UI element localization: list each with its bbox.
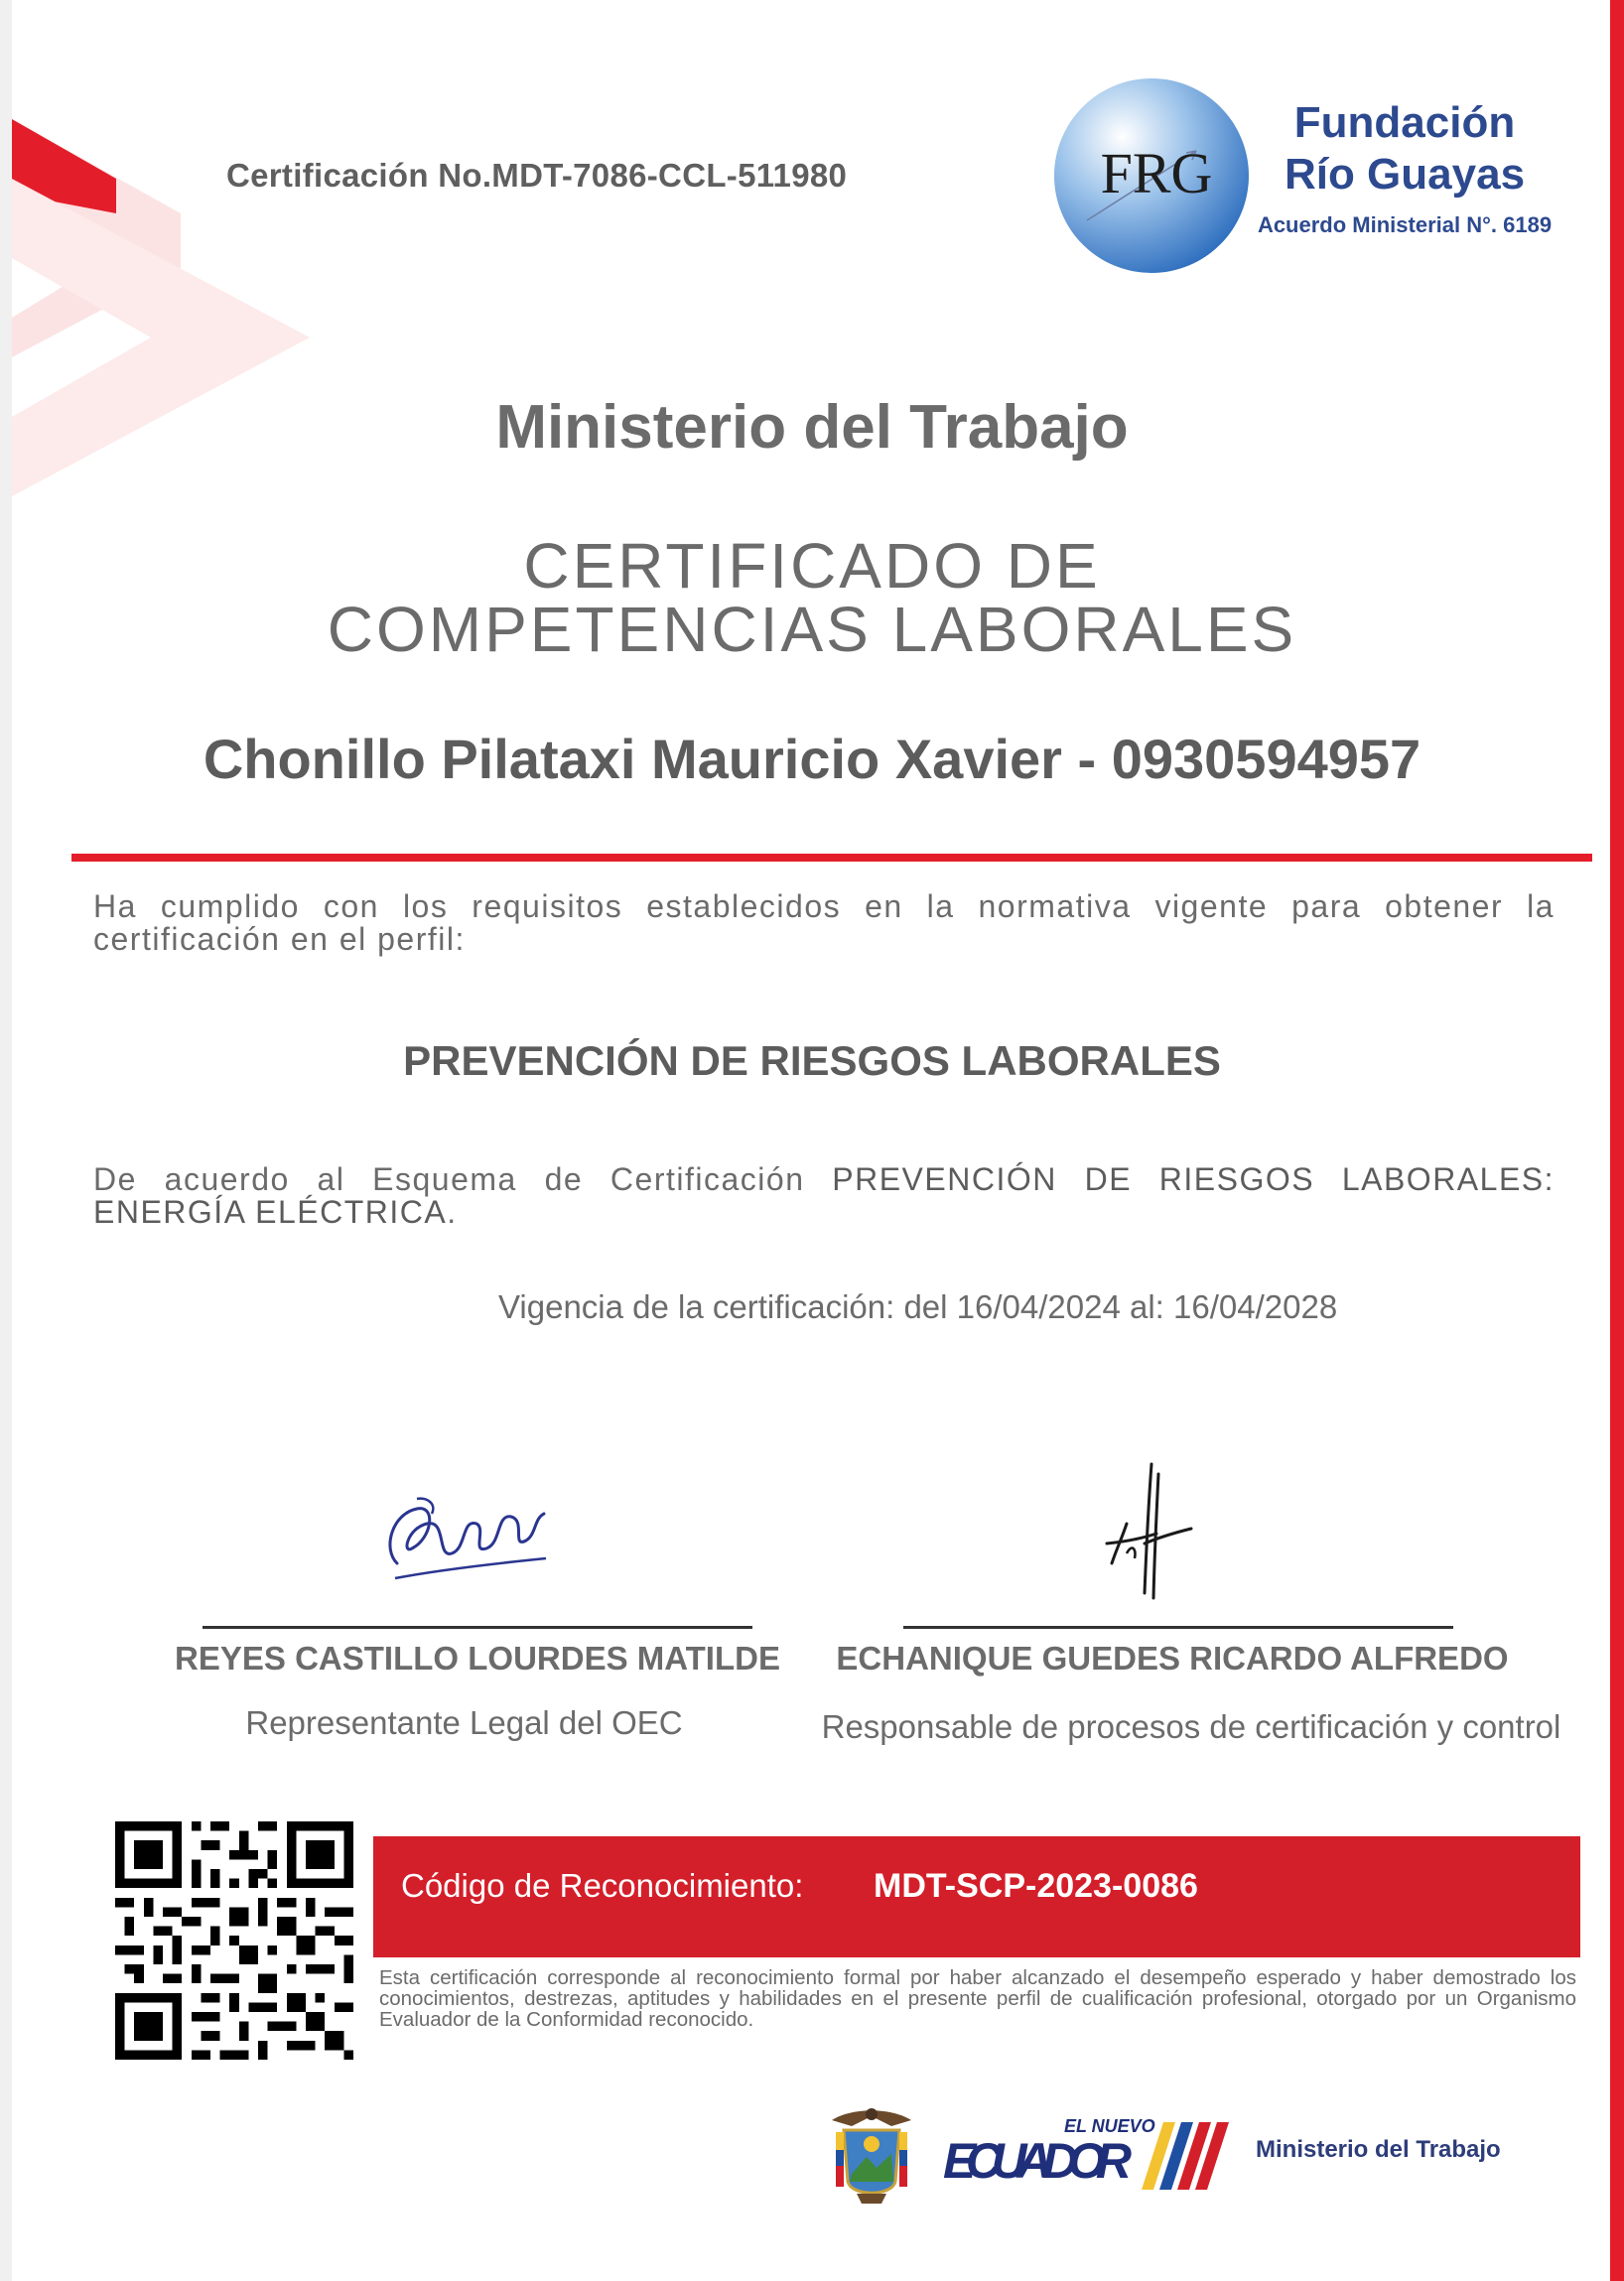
requirements-text: Ha cumplido con los requisitos establecidos en la normativa vigente para obtener la certificación en el perfil: bbox=[93, 888, 1555, 957]
validity-period: Vigencia de la certificación: del 16/04/2024 al: 16/04/2028 bbox=[498, 1288, 1338, 1325]
foundation-block bbox=[1241, 97, 1568, 238]
scheme-prefix: De acuerdo al Esquema de Certificación bbox=[93, 1161, 805, 1197]
certificate-title-line1: CERTIFICADO DE bbox=[523, 530, 1101, 602]
scheme-name: PREVENCIÓN DE RIESGOS LABORALES: ENERGÍA ELÉCTRICA bbox=[93, 1161, 1556, 1230]
signatory-1-name: REYES CASTILLO LOURDES MATILDE bbox=[175, 1640, 780, 1677]
signatory-1-role: Representante Legal del OEC bbox=[245, 1704, 683, 1741]
scheme-suffix: . bbox=[447, 1194, 458, 1230]
page-left-edge bbox=[0, 0, 12, 2281]
frg-logo-icon bbox=[1047, 71, 1256, 280]
foundation-name-line2: Río Guayas bbox=[1284, 150, 1526, 199]
page-right-border bbox=[1610, 0, 1624, 2281]
ministry-title: Ministerio del Trabajo bbox=[495, 393, 1129, 462]
signature-line-1 bbox=[203, 1626, 752, 1629]
frg-initials: FRG bbox=[1100, 141, 1213, 205]
holder-name: Chonillo Pilataxi Mauricio Xavier - 0930594957 bbox=[203, 728, 1421, 790]
recognition-code-label: Código de Reconocimiento: bbox=[401, 1867, 804, 1904]
signatory-2-name: ECHANIQUE GUEDES RICARDO ALFREDO bbox=[836, 1640, 1509, 1677]
ministry-footer-label: Ministerio del Trabajo bbox=[1256, 2136, 1501, 2163]
scheme-text bbox=[93, 1163, 1555, 1229]
qr-code-icon[interactable] bbox=[115, 1821, 353, 2060]
signature-2-icon bbox=[1097, 1454, 1206, 1603]
certification-number: Certificación No.MDT-7086-CCL-511980 bbox=[226, 157, 848, 194]
divider-rule bbox=[71, 854, 1592, 862]
signatory-2-role: Responsable de procesos de certificación y control bbox=[821, 1708, 1561, 1745]
signature-1-icon bbox=[377, 1469, 556, 1598]
gov-logo-small-text: EL NUEVO bbox=[1064, 2116, 1155, 2136]
recognition-code-value: MDT-SCP-2023-0086 bbox=[874, 1867, 1198, 1905]
profile-name: PREVENCIÓN DE RIESGOS LABORALES bbox=[403, 1037, 1221, 1084]
ministerial-agreement: Acuerdo Ministerial N°. 6189 bbox=[1257, 212, 1553, 237]
certificate-title bbox=[0, 530, 1624, 665]
foundation-name-line1: Fundación bbox=[1293, 98, 1516, 147]
signature-line-2 bbox=[903, 1626, 1453, 1629]
certificate-title-line2: COMPETENCIAS LABORALES bbox=[327, 594, 1297, 665]
gov-logo-main-text: ECUADOR bbox=[943, 2133, 1132, 2189]
ecuador-coat-of-arms-icon bbox=[822, 2102, 921, 2212]
recognition-code-banner bbox=[373, 1836, 1580, 1957]
el-nuevo-ecuador-logo-icon bbox=[943, 2112, 1241, 2202]
disclaimer-text: Esta certificación corresponde al reconocimiento formal por haber alcanzado el desempeño esperado y haber demostrado los conocimientos, destrezas, aptitudes y habilidades en el presente perfil de cualificación profesional, otorgado por un Organismo Evaluador de la Conformidad reconocido. bbox=[379, 1966, 1576, 2031]
